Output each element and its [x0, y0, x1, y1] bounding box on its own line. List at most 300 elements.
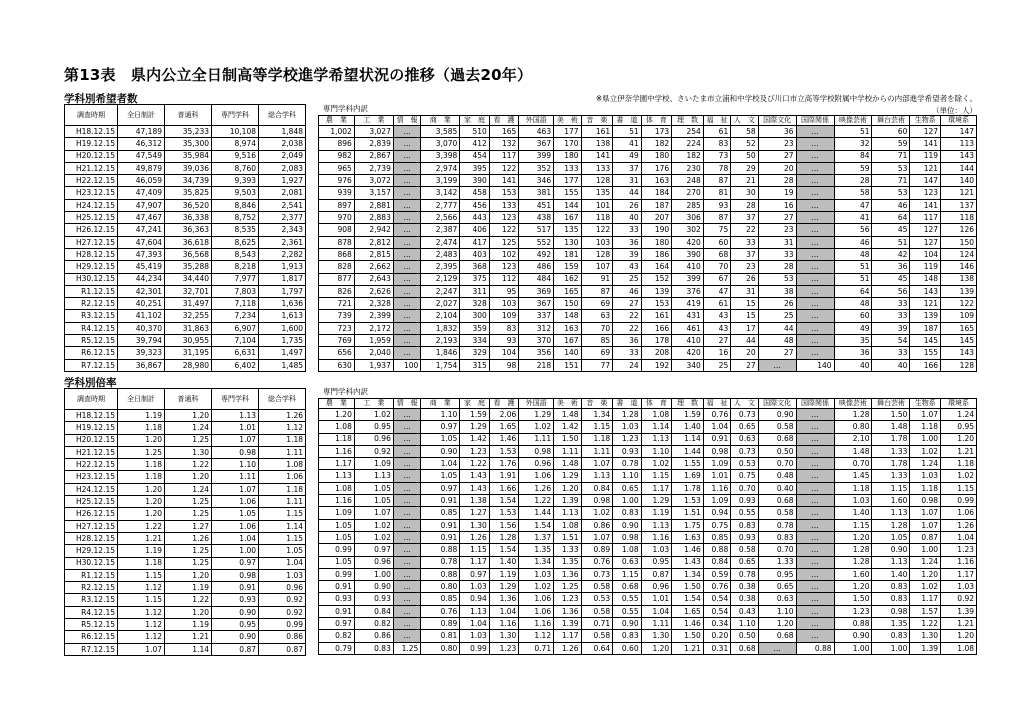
- table-cell: 1.24: [941, 409, 977, 421]
- table-cell: 1.57: [910, 605, 941, 617]
- table-cell: 0.98: [212, 569, 259, 581]
- table-cell: 2,541: [259, 199, 306, 211]
- table-cell: 1.15: [641, 470, 672, 482]
- table-row: [65, 520, 306, 532]
- table-cell: 26: [731, 273, 758, 285]
- table-cell: 146: [941, 261, 977, 273]
- table-cell: 1.25: [165, 545, 212, 557]
- page-title: 第13表 県内公立全日制高等学校進学希望状況の推移（過去20年）: [64, 66, 533, 84]
- table-cell: 1.18: [259, 483, 306, 495]
- table-cell: 1.02: [581, 507, 613, 519]
- table-cell: 939: [319, 187, 355, 199]
- date-cell: H30.12.15: [65, 557, 118, 569]
- table-cell: 1.05: [421, 433, 460, 445]
- table-cell: 138: [581, 138, 613, 150]
- table-cell: 22: [613, 322, 641, 334]
- table-row: [319, 138, 977, 150]
- table-cell: 122: [489, 224, 519, 236]
- column-header: 看 護: [489, 399, 519, 409]
- table-cell: …: [796, 322, 834, 334]
- table-cell: 0.84: [581, 482, 613, 494]
- table-cell: …: [796, 409, 834, 421]
- table-cell: 1.40: [489, 556, 519, 568]
- table-cell: 104: [910, 248, 941, 260]
- table-cell: 38: [758, 285, 796, 297]
- table-cell: 0.58: [758, 421, 796, 433]
- table-cell: 9,393: [212, 175, 259, 187]
- table-cell: 2,395: [421, 261, 460, 273]
- table-cell: 1,937: [354, 359, 393, 371]
- table-cell: 381: [519, 187, 554, 199]
- table-cell: 23: [758, 138, 796, 150]
- table-cell: 19: [758, 187, 796, 199]
- table-cell: 8,625: [212, 236, 259, 248]
- column-header: 舞台芸術: [872, 399, 910, 409]
- table-cell: 0.83: [872, 581, 910, 593]
- table-cell: 0.40: [758, 482, 796, 494]
- table-row: [65, 532, 306, 544]
- table-cell: 0.93: [731, 495, 758, 507]
- table-cell: 1.13: [354, 470, 393, 482]
- table-cell: 127: [910, 126, 941, 138]
- table-cell: 1.03: [519, 568, 554, 580]
- table-cell: 1.34: [672, 568, 704, 580]
- table-cell: 113: [941, 138, 977, 150]
- table-cell: 0.90: [354, 581, 393, 593]
- table-cell: …: [796, 544, 834, 556]
- table-cell: 1.10: [212, 459, 259, 471]
- table-cell: 0.92: [259, 594, 306, 606]
- table-cell: 0.58: [758, 507, 796, 519]
- table-cell: 152: [641, 273, 672, 285]
- table-cell: 1.28: [834, 556, 872, 568]
- table-cell: 103: [581, 236, 613, 248]
- table-cell: 0.97: [460, 568, 490, 580]
- table-cell: 1.17: [460, 556, 490, 568]
- table-cell: 412: [460, 138, 490, 150]
- table-cell: 1.02: [519, 581, 554, 593]
- table-cell: 1,600: [259, 322, 306, 334]
- column-header: 調査時期: [65, 105, 118, 126]
- table-cell: 0.54: [703, 605, 730, 617]
- table-row: [65, 261, 306, 273]
- table-cell: 34,739: [165, 175, 212, 187]
- column-header: 理 数: [672, 399, 704, 409]
- table-cell: 1.06: [259, 471, 306, 483]
- table-cell: 1.60: [872, 495, 910, 507]
- table-cell: 6,402: [212, 359, 259, 371]
- table-cell: 1.00: [872, 642, 910, 654]
- table-cell: 20: [731, 347, 758, 359]
- table-row: [319, 409, 977, 421]
- table-cell: 9,516: [212, 150, 259, 162]
- table-cell: 3,070: [421, 138, 460, 150]
- table-row: [319, 581, 977, 593]
- table-cell: 1.39: [910, 642, 941, 654]
- table-cell: 0.80: [421, 581, 460, 593]
- table-cell: 0.88: [421, 544, 460, 556]
- table-row: [319, 482, 977, 494]
- table-cell: 1.69: [672, 470, 704, 482]
- table-cell: 1.21: [165, 631, 212, 643]
- table-cell: 36,520: [165, 199, 212, 211]
- table-cell: 0.83: [354, 642, 393, 654]
- breakdown-label-applicants: 専門学科内訳: [323, 104, 368, 113]
- table-cell: 0.99: [319, 568, 355, 580]
- table-cell: 896: [319, 138, 355, 150]
- table-cell: 155: [910, 347, 941, 359]
- table-cell: 492: [519, 248, 554, 260]
- table-cell: 147: [910, 175, 941, 187]
- table-cell: 50: [731, 150, 758, 162]
- column-header: 環境系: [941, 116, 977, 126]
- table-cell: 1.15: [118, 594, 165, 606]
- table-cell: 1,485: [259, 359, 306, 371]
- table-cell: …: [393, 138, 420, 150]
- table-cell: 1.19: [489, 568, 519, 580]
- table-cell: 121: [941, 187, 977, 199]
- table-cell: 59: [834, 162, 872, 174]
- column-header: 国際文化: [758, 399, 796, 409]
- table-cell: 166: [641, 322, 672, 334]
- table-cell: …: [796, 495, 834, 507]
- table-cell: 1.42: [554, 421, 581, 433]
- table-cell: 78: [703, 162, 730, 174]
- table-cell: …: [393, 261, 420, 273]
- table-cell: 0.53: [731, 458, 758, 470]
- table-cell: 118: [581, 212, 613, 224]
- table-row: [65, 126, 306, 138]
- table-cell: 1,002: [319, 126, 355, 138]
- table-row: [65, 606, 306, 618]
- table-cell: 420: [672, 236, 704, 248]
- table-cell: 0.87: [259, 643, 306, 655]
- table-cell: …: [393, 630, 420, 642]
- table-cell: …: [796, 618, 834, 630]
- date-cell: H22.12.15: [65, 175, 118, 187]
- table-cell: 187: [641, 199, 672, 211]
- table-cell: 2,027: [421, 298, 460, 310]
- table-cell: 1.63: [672, 531, 704, 543]
- table-cell: 47,409: [118, 187, 165, 199]
- table-cell: 1.20: [910, 568, 941, 580]
- table-cell: 1,832: [421, 322, 460, 334]
- table-cell: 1.13: [212, 410, 259, 422]
- table-cell: 0.91: [421, 519, 460, 531]
- date-cell: R5.12.15: [65, 619, 118, 631]
- table-cell: 16: [758, 199, 796, 211]
- table-cell: 103: [489, 298, 519, 310]
- applicants-breakdown-table: [318, 115, 977, 372]
- table-row: [65, 199, 306, 211]
- table-cell: 1.28: [834, 544, 872, 556]
- table-cell: 2,942: [354, 224, 393, 236]
- date-cell: H26.12.15: [65, 508, 118, 520]
- table-cell: 71: [872, 150, 910, 162]
- table-cell: 656: [319, 347, 355, 359]
- table-cell: 36: [872, 261, 910, 273]
- table-cell: …: [393, 212, 420, 224]
- table-cell: 122: [581, 224, 613, 236]
- table-cell: 127: [910, 224, 941, 236]
- table-row: [319, 347, 977, 359]
- table-cell: 1.02: [354, 519, 393, 531]
- table-row: [65, 187, 306, 199]
- table-cell: 1.00: [910, 544, 941, 556]
- table-cell: 1.00: [613, 495, 641, 507]
- table-cell: 122: [489, 162, 519, 174]
- date-cell: H18.12.15: [65, 410, 118, 422]
- table-cell: 1.40: [834, 507, 872, 519]
- table-cell: 0.86: [581, 519, 613, 531]
- table-cell: 0.58: [581, 630, 613, 642]
- table-row: [319, 199, 977, 211]
- table-cell: 2,662: [354, 261, 393, 273]
- table-cell: 0.78: [613, 458, 641, 470]
- column-header: 商 業: [421, 399, 460, 409]
- table-cell: 2,282: [259, 248, 306, 260]
- table-cell: 145: [941, 335, 977, 347]
- table-cell: 1.03: [941, 581, 977, 593]
- table-cell: 67: [703, 273, 730, 285]
- table-cell: 1.26: [460, 531, 490, 543]
- table-cell: …: [393, 544, 420, 556]
- table-cell: 1.29: [460, 421, 490, 433]
- table-cell: 1.01: [641, 593, 672, 605]
- table-cell: 43: [703, 310, 730, 322]
- table-cell: 46: [613, 285, 641, 297]
- table-row: [65, 150, 306, 162]
- table-cell: 1.07: [118, 643, 165, 655]
- table-cell: 0.83: [613, 630, 641, 642]
- table-cell: 21: [731, 175, 758, 187]
- table-cell: 1,754: [421, 359, 460, 371]
- table-cell: 159: [554, 261, 581, 273]
- table-cell: 101: [581, 199, 613, 211]
- table-cell: 51: [834, 126, 872, 138]
- table-cell: 0.90: [872, 544, 910, 556]
- table-cell: 49: [613, 150, 641, 162]
- table-cell: 35,233: [165, 126, 212, 138]
- table-cell: 1.35: [554, 556, 581, 568]
- table-cell: 1.02: [354, 531, 393, 543]
- table-cell: 1.33: [758, 556, 796, 568]
- table-cell: 0.91: [319, 605, 355, 617]
- table-cell: 1,735: [259, 335, 306, 347]
- ratio-summary-table: [64, 388, 306, 656]
- table-cell: 356: [519, 347, 554, 359]
- table-cell: 51: [834, 261, 872, 273]
- table-cell: 1.03: [910, 470, 941, 482]
- table-cell: 46,312: [118, 138, 165, 150]
- table-cell: 31: [758, 236, 796, 248]
- table-cell: 22: [613, 310, 641, 322]
- table-cell: 463: [519, 126, 554, 138]
- table-cell: 47,549: [118, 150, 165, 162]
- table-cell: 0.86: [354, 630, 393, 642]
- date-cell: H25.12.15: [65, 496, 118, 508]
- table-cell: 390: [460, 175, 490, 187]
- table-cell: 285: [672, 199, 704, 211]
- table-row: [319, 175, 977, 187]
- table-cell: 1.25: [118, 446, 165, 458]
- table-cell: 0.98: [212, 446, 259, 458]
- table-cell: 64: [834, 285, 872, 297]
- table-cell: 132: [489, 138, 519, 150]
- table-cell: 1.25: [165, 496, 212, 508]
- column-header: 福 祉: [703, 399, 730, 409]
- table-row: [319, 445, 977, 457]
- table-cell: 1.06: [941, 507, 977, 519]
- table-cell: 438: [519, 212, 554, 224]
- table-row: [65, 248, 306, 260]
- table-cell: 122: [941, 298, 977, 310]
- table-cell: 3,199: [421, 175, 460, 187]
- table-cell: 1.15: [872, 482, 910, 494]
- table-cell: 1.13: [554, 507, 581, 519]
- table-cell: 7,977: [212, 273, 259, 285]
- table-cell: …: [393, 150, 420, 162]
- table-cell: 2,839: [354, 138, 393, 150]
- table-cell: 0.90: [613, 519, 641, 531]
- column-header: 全日制計: [118, 105, 165, 126]
- table-cell: …: [393, 458, 420, 470]
- table-cell: 1.09: [354, 458, 393, 470]
- table-cell: 1.35: [519, 544, 554, 556]
- table-cell: 0.96: [354, 556, 393, 568]
- column-header: 体 育: [641, 399, 672, 409]
- table-cell: 0.48: [758, 470, 796, 482]
- table-row: [319, 470, 977, 482]
- table-cell: 1,846: [421, 347, 460, 359]
- table-cell: 1.15: [118, 569, 165, 581]
- table-row: [319, 421, 977, 433]
- table-cell: 302: [672, 224, 704, 236]
- table-cell: 1.39: [554, 495, 581, 507]
- table-cell: 25: [758, 310, 796, 322]
- table-row: [319, 224, 977, 236]
- table-cell: 1.07: [581, 531, 613, 543]
- table-row: [65, 483, 306, 495]
- table-cell: 1.14: [165, 643, 212, 655]
- table-cell: 723: [319, 322, 355, 334]
- column-header: 国際文化: [758, 116, 796, 126]
- table-cell: 40,370: [118, 322, 165, 334]
- table-cell: 2,815: [354, 248, 393, 260]
- table-cell: 1.44: [519, 507, 554, 519]
- table-row: [65, 224, 306, 236]
- table-cell: 40: [834, 359, 872, 371]
- table-cell: 0.88: [834, 618, 872, 630]
- table-cell: 61: [703, 126, 730, 138]
- table-cell: 1.36: [489, 593, 519, 605]
- table-cell: 1.36: [554, 605, 581, 617]
- table-cell: 0.58: [581, 581, 613, 593]
- table-cell: 60: [872, 126, 910, 138]
- table-cell: 27: [758, 347, 796, 359]
- table-cell: 1.13: [641, 519, 672, 531]
- table-cell: 739: [319, 310, 355, 322]
- table-cell: …: [393, 507, 420, 519]
- table-cell: 454: [460, 150, 490, 162]
- table-cell: 1.50: [672, 581, 704, 593]
- table-cell: 1.20: [118, 434, 165, 446]
- table-cell: …: [393, 519, 420, 531]
- table-cell: 982: [319, 150, 355, 162]
- table-cell: 85: [581, 335, 613, 347]
- table-cell: 2,739: [354, 162, 393, 174]
- table-cell: 370: [519, 335, 554, 347]
- table-cell: 1.30: [641, 630, 672, 642]
- table-cell: 165: [489, 126, 519, 138]
- table-cell: 187: [910, 322, 941, 334]
- table-cell: 0.78: [758, 519, 796, 531]
- table-cell: 121: [910, 298, 941, 310]
- breakdown-label-ratio: 専門学科内訳: [323, 387, 368, 396]
- table-cell: 0.38: [731, 593, 758, 605]
- table-cell: 376: [672, 285, 704, 297]
- table-cell: 1.17: [554, 630, 581, 642]
- table-cell: 63: [581, 310, 613, 322]
- table-cell: …: [796, 187, 834, 199]
- table-cell: 64: [872, 212, 910, 224]
- table-cell: 0.90: [834, 630, 872, 642]
- table-cell: 1.13: [872, 556, 910, 568]
- table-cell: 147: [941, 126, 977, 138]
- table-cell: 359: [460, 322, 490, 334]
- date-cell: H23.12.15: [65, 471, 118, 483]
- table-cell: 0.93: [212, 594, 259, 606]
- table-cell: 368: [460, 261, 490, 273]
- table-cell: 36,338: [165, 212, 212, 224]
- table-cell: 1.04: [421, 458, 460, 470]
- header-row: [319, 116, 977, 126]
- table-cell: 1.02: [941, 470, 977, 482]
- table-cell: 0.34: [703, 618, 730, 630]
- table-cell: 1.29: [519, 409, 554, 421]
- table-cell: 2,387: [421, 224, 460, 236]
- table-cell: 2,399: [354, 310, 393, 322]
- table-cell: 1,848: [259, 126, 306, 138]
- table-row: [65, 273, 306, 285]
- table-cell: 1,613: [259, 310, 306, 322]
- table-cell: 0.99: [259, 619, 306, 631]
- table-cell: 1.16: [319, 445, 355, 457]
- table-cell: 51: [834, 273, 872, 285]
- table-cell: 1.03: [613, 421, 641, 433]
- table-cell: 15: [731, 310, 758, 322]
- table-cell: 1.20: [758, 618, 796, 630]
- table-cell: 630: [319, 359, 355, 371]
- table-cell: 300: [460, 310, 490, 322]
- table-cell: 0.55: [731, 507, 758, 519]
- table-row: [319, 285, 977, 297]
- table-cell: 403: [460, 248, 490, 260]
- table-cell: 1.05: [421, 470, 460, 482]
- table-cell: 1.50: [834, 593, 872, 605]
- table-cell: 769: [319, 335, 355, 347]
- table-row: [65, 508, 306, 520]
- table-cell: 32,701: [165, 285, 212, 297]
- table-cell: 44: [758, 322, 796, 334]
- table-cell: 0.31: [703, 642, 730, 654]
- table-cell: 1.06: [519, 605, 554, 617]
- table-cell: 1.17: [910, 593, 941, 605]
- table-cell: 0.93: [731, 531, 758, 543]
- table-row: [319, 605, 977, 617]
- table-cell: …: [393, 618, 420, 630]
- table-cell: 29: [731, 162, 758, 174]
